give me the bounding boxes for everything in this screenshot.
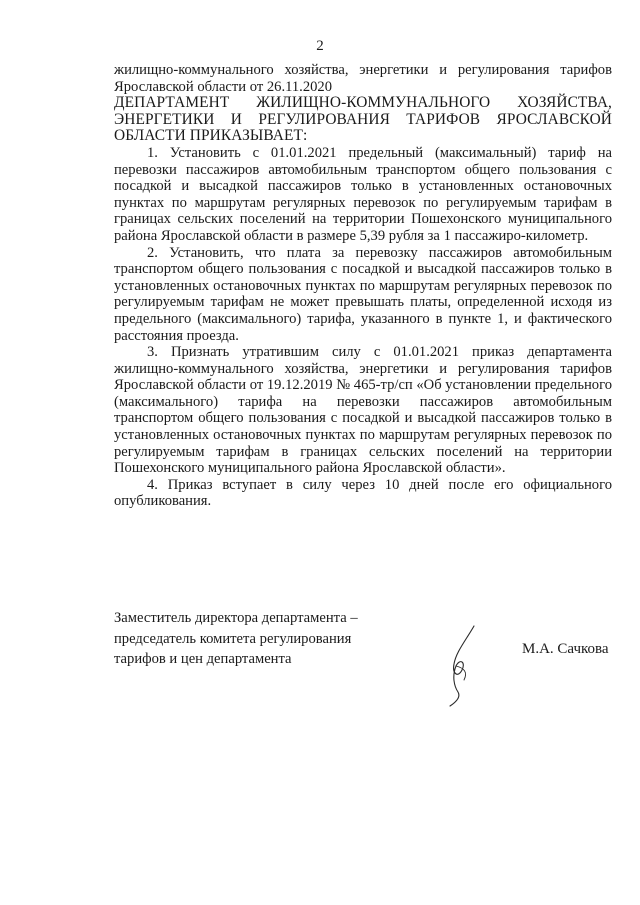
order-heading: ДЕПАРТАМЕНТ ЖИЛИЩНО-КОММУНАЛЬНОГО ХОЗЯЙСТВА, ЭНЕРГЕТИКИ И РЕГУЛИРОВАНИЯ ТАРИФОВ ЯРОСЛАВСКОЙ ОБЛАСТИ ПРИКАЗЫВАЕТ: bbox=[114, 94, 612, 145]
signer-position-line: тарифов и цен департамента bbox=[114, 651, 292, 667]
signature-block bbox=[114, 608, 614, 708]
order-item-1: 1. Установить с 01.01.2021 предельный (максимальный) тариф на перевозки пассажиров автомобильным транспортом общего пользования с посадкой и высадкой пассажиров только в установленных остановочных пунктах по маршрутам регулярных перевозок по регулируемым тарифам в границах сельских поселений на территории Пошехонского муниципального района Ярославской области в размере 5,39 рубля за 1 пассажиро-километр. bbox=[114, 144, 612, 244]
handwritten-signature bbox=[444, 622, 494, 708]
signer-name: М.А. Сачкова bbox=[522, 641, 609, 657]
intro-paragraph: жилищно-коммунального хозяйства, энергетики и регулирования тарифов Ярославской области от 26.11.2020 bbox=[114, 62, 612, 95]
order-item-2: 2. Установить, что плата за перевозку пассажиров автомобильным транспортом общего пользования с посадкой и высадкой пассажиров только в установленных остановочных пунктах по маршрутам регулярных перевозок по регулируемым тарифам не может превышать платы, определенной исходя из предельного (максимального) тарифа, указанного в пункте 1, и фактического расстояния проезда. bbox=[114, 244, 612, 344]
order-item-4: 4. Приказ вступает в силу через 10 дней после его официального опубликования. bbox=[114, 476, 612, 510]
document-body bbox=[114, 62, 612, 510]
page-number: 2 bbox=[316, 38, 324, 54]
signer-position-line: Заместитель директора департамента – bbox=[114, 610, 358, 626]
signer-position bbox=[114, 608, 614, 670]
order-item-3: 3. Признать утратившим силу с 01.01.2021 приказ департамента жилищно-коммунального хозяйства, энергетики и регулирования тарифов Ярославской области от 19.12.2019 № 465-тр/сп «Об установлении предельного (максимального) тарифа на перевозки пассажиров автомобильным транспортом общего пользования с посадкой и высадкой пассажиров только в установленных остановочных пунктах по маршрутам регулярных перевозок по регулируемым тарифам в границах сельских поселений на территории Пошехонского муниципального района Ярославской области». bbox=[114, 344, 612, 477]
signer-position-line: председатель комитета регулирования bbox=[114, 630, 352, 647]
